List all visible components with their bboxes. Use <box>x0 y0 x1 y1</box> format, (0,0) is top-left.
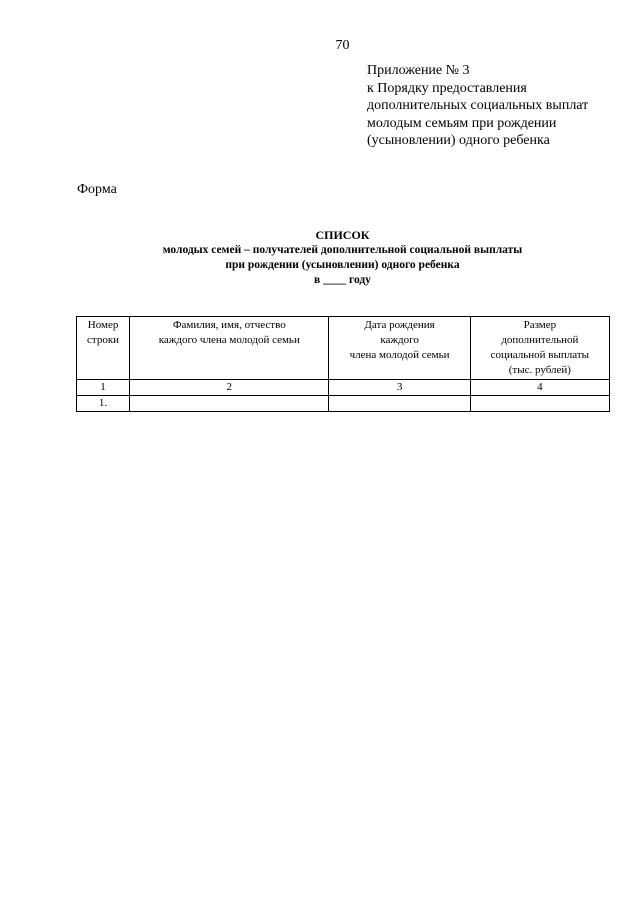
column-number-cell: 3 <box>329 380 470 396</box>
column-number-cell: 4 <box>470 380 609 396</box>
column-number-row <box>77 380 610 396</box>
header-row-number: Номер строки <box>77 317 130 380</box>
appendix-line: Приложение № 3 <box>367 63 470 78</box>
appendix-note <box>367 62 637 150</box>
page-number: 70 <box>335 38 350 53</box>
table-cell[interactable]: 1. <box>77 396 130 412</box>
form-label: Форма <box>77 182 117 197</box>
table-header-row <box>77 317 610 380</box>
table-cell[interactable] <box>329 396 470 412</box>
document-title <box>0 228 640 288</box>
header-full-name: Фамилия, имя, отчество каждого члена молодой семьи <box>130 317 329 380</box>
appendix-line: (усыновлении) одного ребенка <box>367 133 550 148</box>
appendix-line: к Порядку предоставления <box>367 80 527 96</box>
table-cell[interactable] <box>470 396 609 412</box>
title-main: СПИСОК <box>315 228 370 242</box>
title-subline: молодых семей – получателей дополнительной социальной выплаты <box>162 244 523 256</box>
title-subline: при рождении (усыновлении) одного ребенка <box>225 259 460 271</box>
header-birth-date: Дата рождения каждого члена молодой семьи <box>329 317 470 380</box>
title-year-line: в ____ году <box>314 274 371 286</box>
recipients-table <box>76 316 610 412</box>
table-row <box>77 396 610 412</box>
header-payment-amount: Размер дополнительной социальной выплаты (тыс. рублей) <box>470 317 609 380</box>
column-number-cell: 1 <box>77 380 130 396</box>
column-number-cell: 2 <box>130 380 329 396</box>
table-cell[interactable] <box>130 396 329 412</box>
appendix-line: молодым семьям при рождении <box>367 115 557 131</box>
appendix-line: дополнительных социальных выплат <box>367 98 589 113</box>
